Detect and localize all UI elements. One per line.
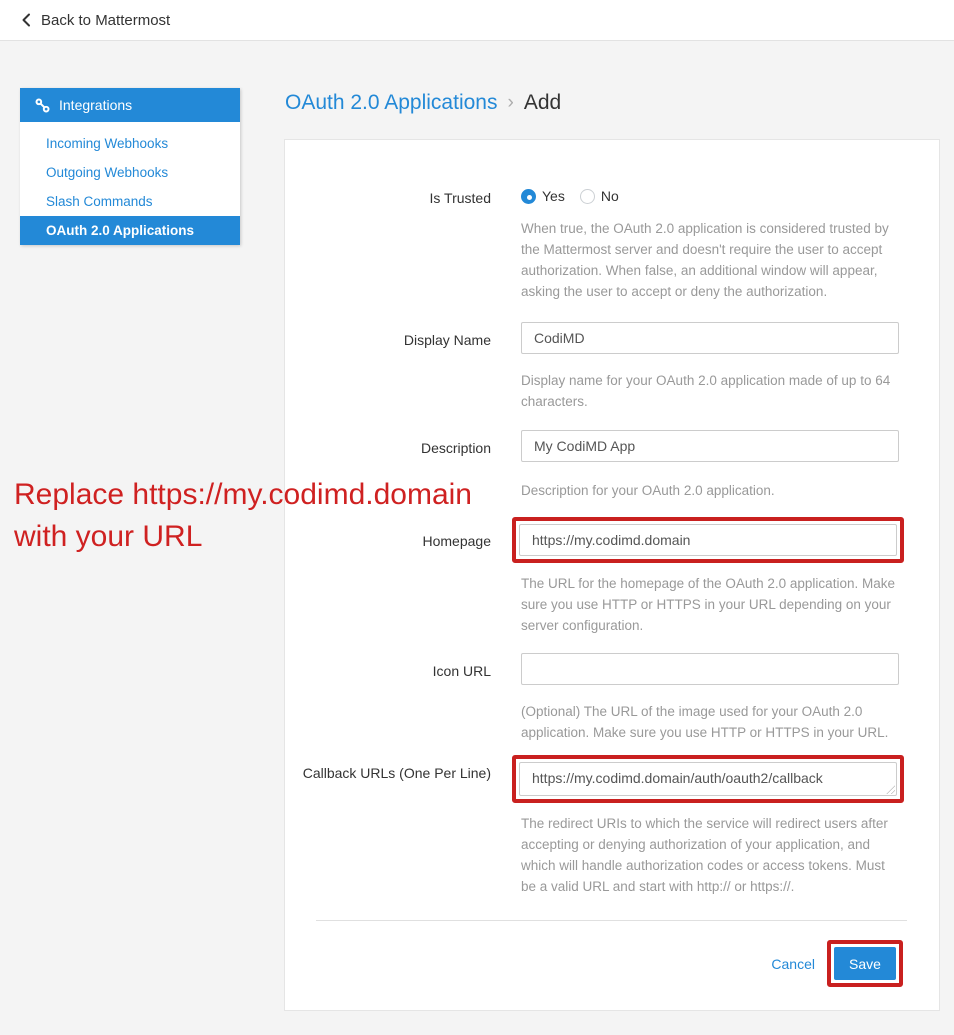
- breadcrumb-separator: ›: [507, 92, 514, 113]
- radio-option-label: No: [600, 188, 619, 204]
- callback-urls-textarea[interactable]: [519, 762, 897, 796]
- is-trusted-help: When true, the OAuth 2.0 application is considered trusted by the Mattermost server and doesn't require the user to accept authorization. When false, an additional window will appear, asking the user to accept or deny the authorization.: [521, 221, 889, 299]
- display-name-row: [285, 322, 939, 412]
- icon-url-input[interactable]: [521, 653, 899, 685]
- radio-option-label: Yes: [542, 188, 565, 204]
- radio-selected-icon: [521, 189, 536, 204]
- back-to-mattermost-link[interactable]: [0, 0, 954, 41]
- sidebar-header-label: Integrations: [59, 97, 133, 113]
- callback-urls-label: Callback URLs (One Per Line): [302, 765, 491, 781]
- sidebar-items: [20, 122, 240, 245]
- sidebar-item-incoming-webhooks[interactable]: [20, 129, 240, 158]
- sidebar-item-label: OAuth 2.0 Applications: [46, 223, 195, 238]
- homepage-label: Homepage: [422, 533, 491, 549]
- link-icon: [35, 98, 50, 113]
- sidebar-item-slash-commands[interactable]: [20, 187, 240, 216]
- callback-urls-help: The redirect URIs to which the service will redirect users after accepting or denying authorization of your application, and which will handle authorization codes or access tokens. Must be a valid URL and start with http:// or https://.: [521, 816, 888, 894]
- breadcrumb: [285, 91, 561, 115]
- sidebar-item-oauth-applications[interactable]: [20, 216, 240, 245]
- homepage-help: The URL for the homepage of the OAuth 2.0 application. Make sure you use HTTP or HTTPS in your URL depending on your server configuration.: [521, 576, 895, 633]
- description-help: Description for your OAuth 2.0 application.: [521, 483, 775, 498]
- is-trusted-row: [285, 186, 939, 302]
- save-highlight-box: [827, 940, 903, 987]
- display-name-label: Display Name: [403, 332, 491, 348]
- display-name-input[interactable]: [521, 322, 899, 354]
- save-button[interactable]: Save: [834, 947, 896, 980]
- description-label: Description: [420, 440, 491, 456]
- breadcrumb-current: Add: [523, 91, 562, 114]
- sidebar-item-outgoing-webhooks[interactable]: [20, 158, 240, 187]
- homepage-highlight-box: [512, 517, 904, 563]
- radio-unselected-icon: [580, 189, 595, 204]
- annotation-line-1: Replace https://my.codimd.domain: [14, 478, 472, 511]
- icon-url-label: Icon URL: [432, 663, 491, 679]
- callback-urls-row: [285, 755, 939, 897]
- integrations-sidebar: [20, 88, 240, 245]
- cancel-button[interactable]: Cancel: [771, 955, 815, 972]
- annotation-line-2: with your URL: [14, 520, 203, 553]
- breadcrumb-parent-link[interactable]: OAuth 2.0 Applications: [285, 91, 498, 114]
- description-input[interactable]: [521, 430, 899, 462]
- chevron-left-icon: [21, 13, 32, 27]
- annotation-text: [14, 474, 534, 558]
- back-link-label: Back to Mattermost: [41, 11, 171, 29]
- oauth-add-form-card: [284, 139, 940, 1011]
- homepage-input[interactable]: [519, 524, 897, 556]
- sidebar-item-label: Slash Commands: [46, 194, 153, 209]
- is-trusted-option-no[interactable]: [580, 188, 619, 204]
- is-trusted-label: Is Trusted: [429, 190, 491, 206]
- icon-url-help: (Optional) The URL of the image used for your OAuth 2.0 application. Make sure you use HTTP or HTTPS in your URL.: [521, 704, 889, 740]
- is-trusted-radio-group: [521, 186, 899, 206]
- icon-url-row: [285, 653, 939, 743]
- is-trusted-option-yes[interactable]: [521, 188, 565, 204]
- sidebar-item-label: Outgoing Webhooks: [46, 165, 169, 180]
- sidebar-item-label: Incoming Webhooks: [46, 136, 169, 151]
- callback-urls-highlight-box: [512, 755, 904, 803]
- display-name-help: Display name for your OAuth 2.0 application made of up to 64 characters.: [521, 373, 891, 409]
- sidebar-header-integrations[interactable]: [20, 88, 240, 122]
- form-footer: [285, 921, 939, 987]
